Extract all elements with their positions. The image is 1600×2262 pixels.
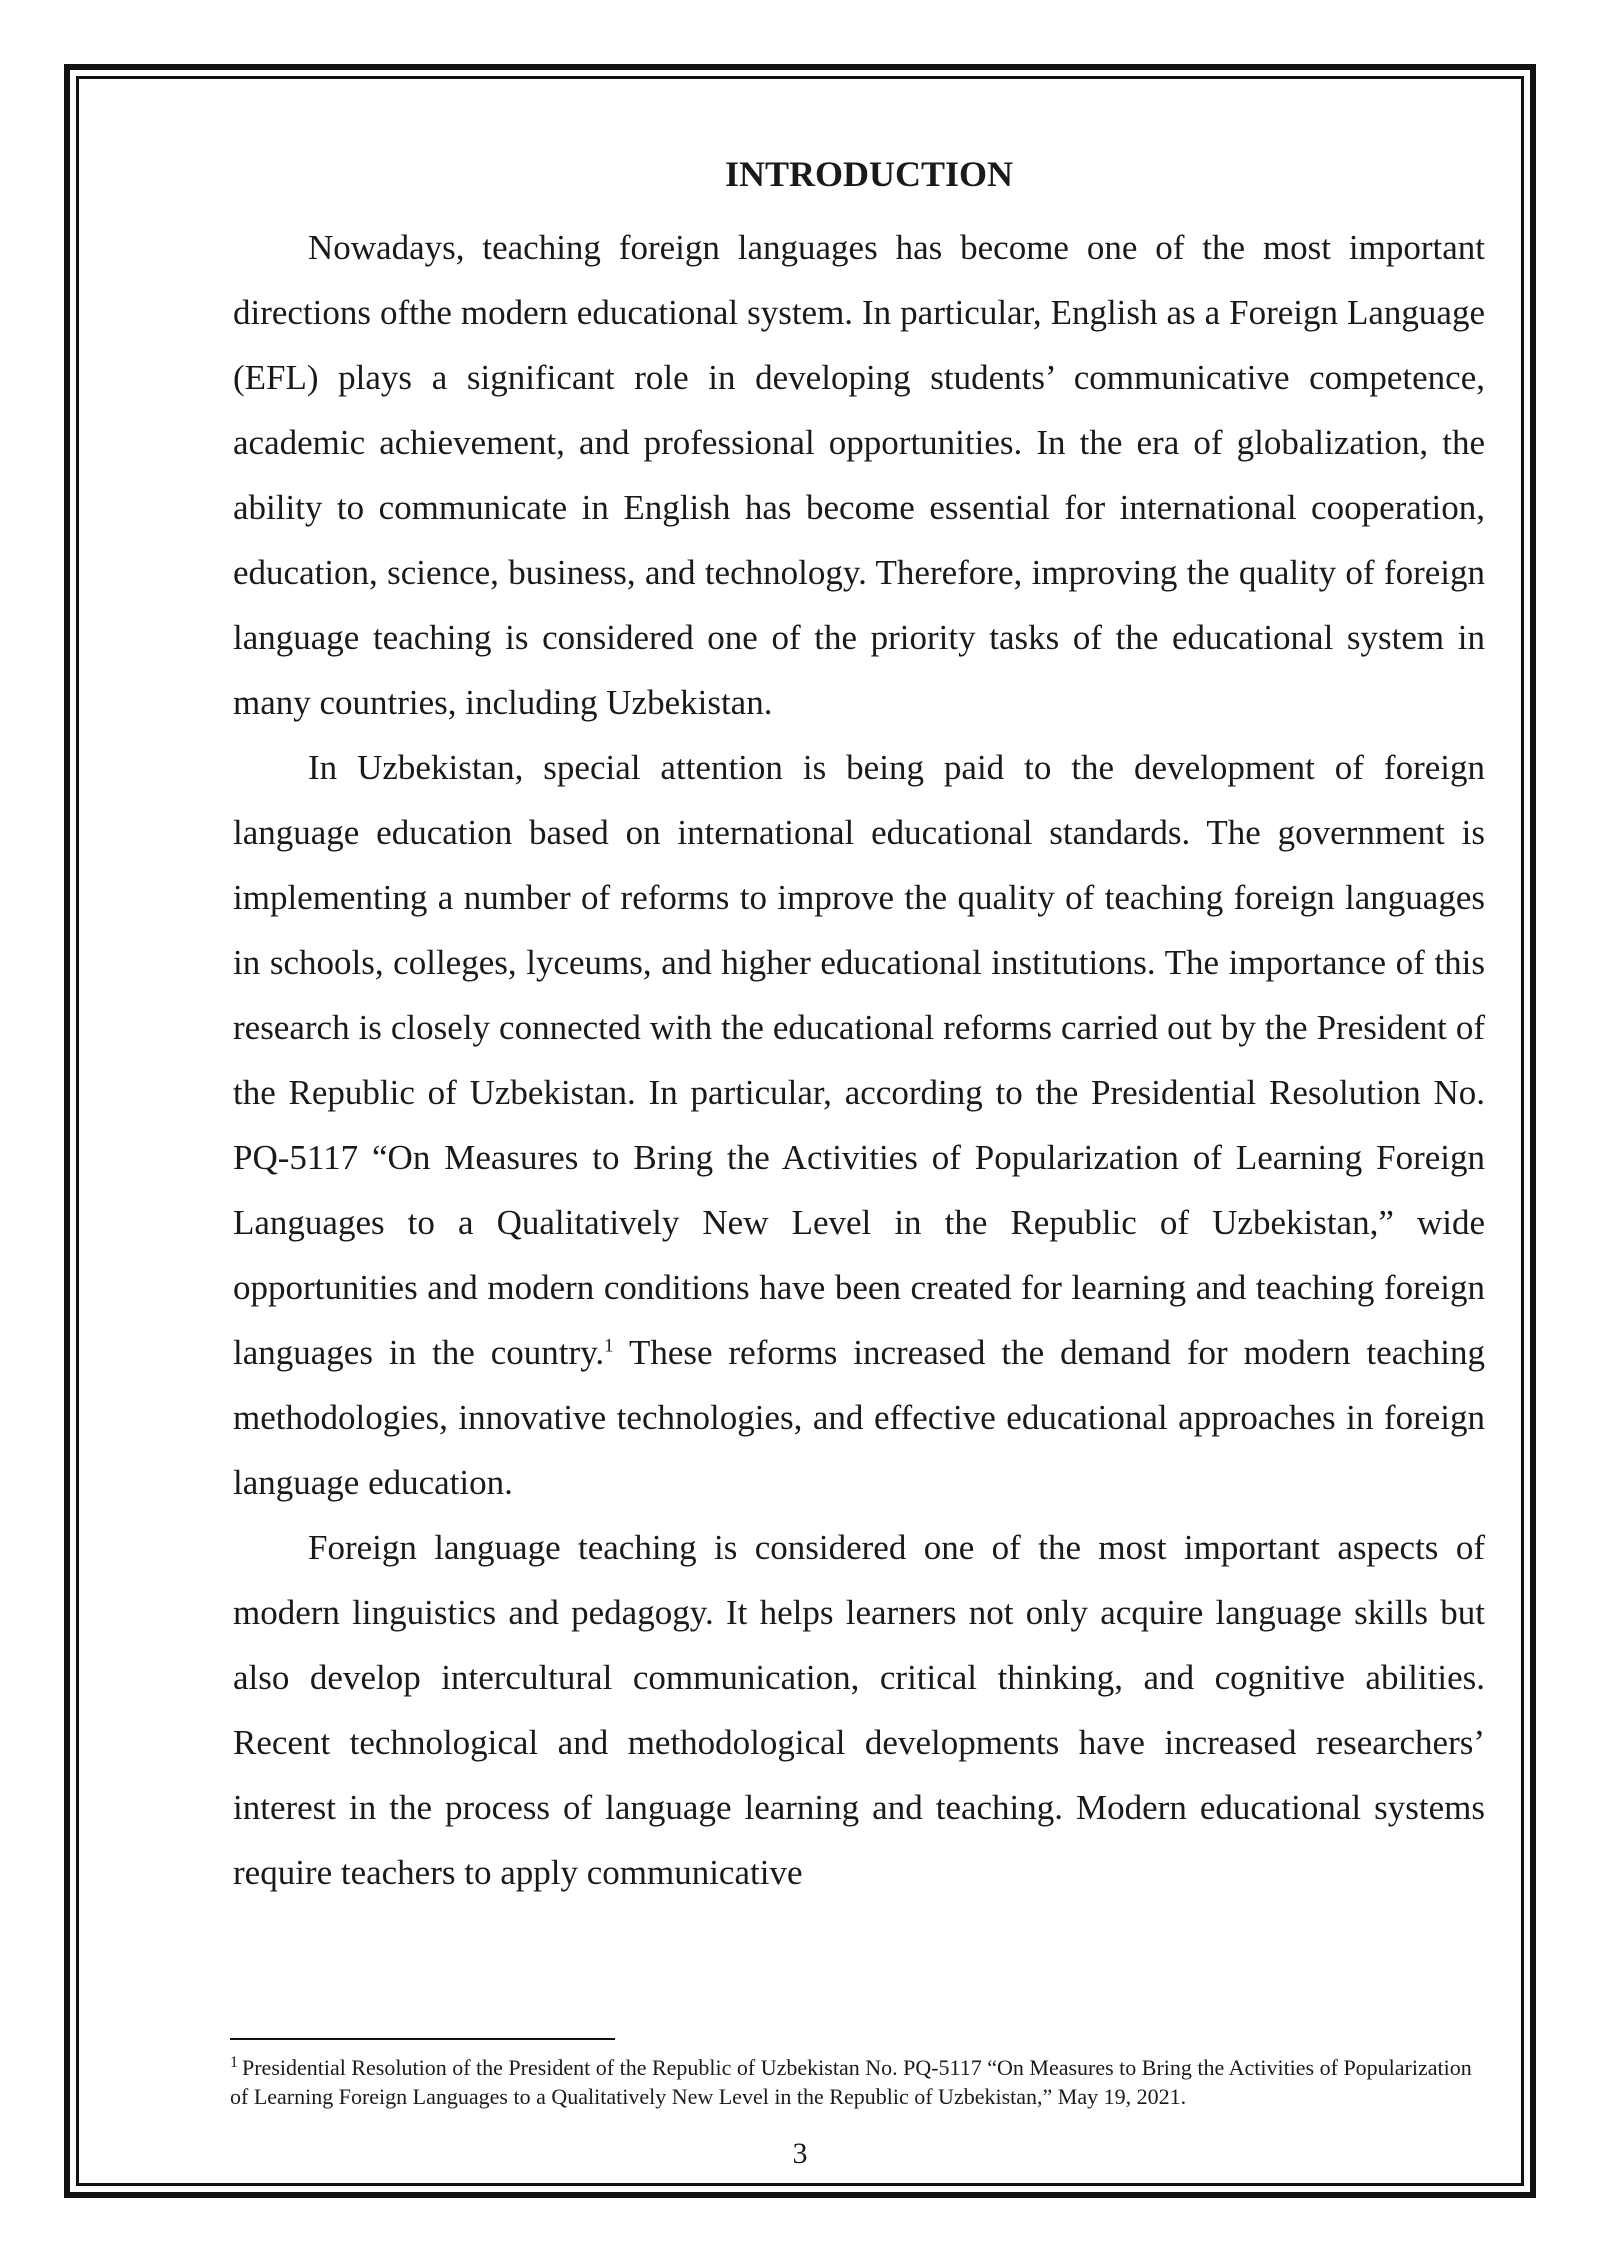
page-number: 3 xyxy=(792,2137,808,2170)
paragraph-2-text-before-ref: In Uzbekistan, special attention is being paid to the development of foreign language education based on international educational standards. The government is implementing a number of reforms to improve the quality of teaching foreign languages in schools, colleges, lyceums, and higher educational institutions. The importance of this research is closely connected with the educational reforms carried out by the President of the Republic of Uzbekistan. In particular, according to the Presidential Resolution No. PQ-5117 “On Measures to Bring the Activities of Popularization of Learning Foreign Languages to a Qualitatively New Level in the Republic of Uzbekistan,” wide opportunities and modern conditions have been created for learning and teaching foreign languages in the country. xyxy=(233,748,1485,1372)
footnote-separator xyxy=(230,2038,615,2040)
footnote-marker: 1 xyxy=(230,2053,238,2071)
paragraph-2-text-after-ref: These reforms increased the demand for modern teaching methodologies, innovative technologies, and effective educational approaches in foreign language education. xyxy=(233,1333,1486,1502)
paragraph-1: Nowadays, teaching foreign languages has become one of the most important directions ofthe modern educational system. In particular, English as a Foreign Language (EFL) plays a significant role in developing students’ communicative competence, academic achievement, and professional opportunities. In the era of globalization, the ability to communicate in English has become essential for international cooperation, education, science, business, and technology. Therefore, improving the quality of foreign language teaching is considered one of the priority tasks of the educational system in many countries, including Uzbekistan. xyxy=(233,228,1485,722)
page-body xyxy=(233,150,1485,1905)
paragraph-2 xyxy=(233,735,1485,1515)
footnote-reference[interactable]: 1 xyxy=(604,1335,614,1357)
footnote xyxy=(230,2053,1492,2111)
section-title: INTRODUCTION xyxy=(724,154,1014,194)
footnote-text: Presidential Resolution of the President of the Republic of Uzbekistan No. PQ-5117 “On Measures to Bring the Activities of Popularization of Learning Foreign Languages to a Qualitatively New Level in the Republic of Uzbekistan,” May 19, 2021. xyxy=(230,2055,1472,2109)
paragraph-3: Foreign language teaching is considered one of the most important aspects of modern linguistics and pedagogy. It helps learners not only acquire language skills but also develop intercultural communication, critical thinking, and cognitive abilities. Recent technological and methodological developments have increased researchers’ interest in the process of language learning and teaching. Modern educational systems require teachers to apply communicative xyxy=(233,1528,1485,1892)
